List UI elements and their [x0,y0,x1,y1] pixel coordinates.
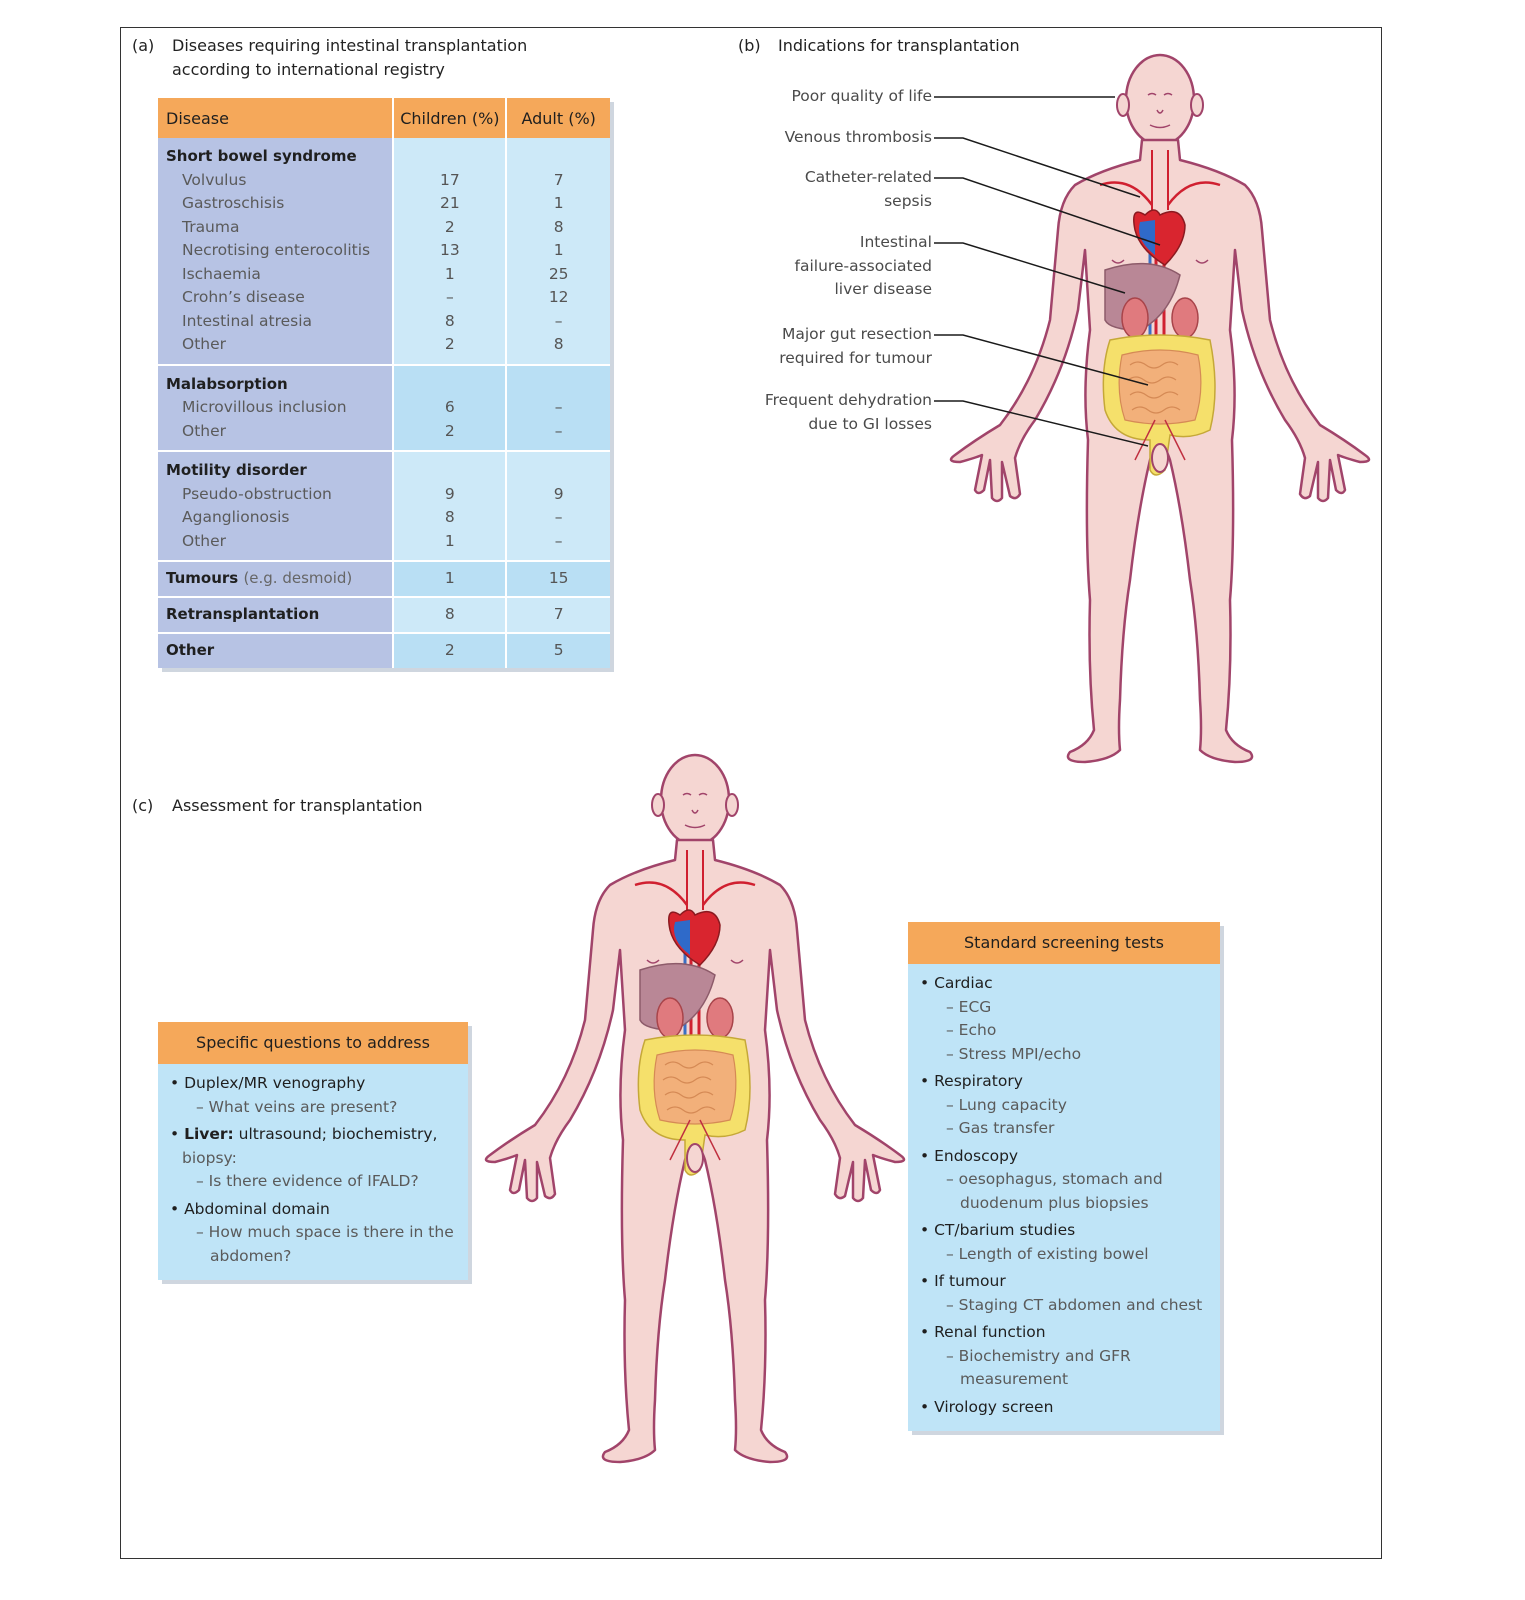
header-disease: Disease [158,98,394,138]
adult-value: 25 [548,264,569,283]
liver-cont: biopsy: [182,1148,237,1167]
children-value: 9 [444,484,455,503]
row-label: Other [182,421,227,440]
cardiac-test: – ECG [946,997,992,1016]
children-value: 8 [444,605,455,624]
cardiac-item: Cardiac [934,974,993,992]
row-label: Aganglionosis [182,508,290,526]
body-figure-c [486,755,904,1462]
children-value: 6 [444,398,455,416]
children-value: 2 [444,421,455,440]
row-label: Volvulus [182,170,247,189]
panel-a-caption-line1: Diseases requiring intestinal transplantation [172,36,528,55]
endoscopy-item: Endoscopy [934,1146,1019,1165]
label-catheter-line2: sepsis [884,191,932,210]
row-label: Gastroschisis [182,194,285,212]
tumours-label: Tumours [166,569,239,588]
adult-value: 5 [553,641,564,660]
label-dehyd-line2: due to GI losses [808,414,932,433]
label-dehydration [632,389,932,436]
endoscopy-test: – oesophagus, stomach and [946,1170,1163,1188]
children-value: 2 [444,217,455,236]
virology-item: Virology screen [934,1397,1054,1416]
row-label: Trauma [182,217,240,236]
adult-value: 7 [553,605,564,624]
group-name: Motility disorder [166,461,307,479]
label-poor-quality: Poor quality of life [791,87,932,105]
row-label: Pseudo-obstruction [182,484,332,503]
label-catheter-line1: Catheter-related [804,168,932,186]
duplex-question: – What veins are present? [196,1097,398,1116]
label-dehyd-line1: Frequent dehydration [764,391,932,409]
children-value: 21 [439,194,460,212]
label-gut-line1: Major gut resection [781,325,932,343]
adult-value: – [554,398,563,416]
tumour-item: If tumour [934,1272,1006,1290]
label-catheter-sepsis [632,166,932,213]
adult-value: 8 [553,217,564,236]
liver-question: – Is there evidence of IFALD? [196,1172,419,1190]
cardiac-test: – Stress MPI/echo [946,1044,1082,1063]
row-label: Microvillous inclusion [182,398,347,416]
adult-value: 7 [553,170,564,189]
adult-value: – [554,421,563,440]
adult-value: – [554,311,563,330]
children-value: 2 [444,335,455,353]
label-ifald-line3: liver disease [834,280,932,298]
renal-test-cont: measurement [960,1370,1069,1388]
adult-value: – [554,508,563,526]
respiratory-test: – Gas transfer [946,1119,1055,1137]
liver-label: Liver: [184,1125,234,1143]
children-value: 17 [439,170,460,189]
label-venous-thrombosis: Venous thrombosis [784,128,932,146]
screening-tests-box: Standard screening tests • Cardiac – ECG – Echo – Stress MPI/echo • Respiratory – Lung capacity – Gas transfer • Endoscopy – oesophagus, stomach and duodenum plus biopsies • CT/barium studies – Length of existing bowel • If tumour – Staging CT abdomen and chest • Renal function – Biochemistry and GFR measurement • Virology screen [908,922,1220,1431]
group-name: Short bowel syndrome [166,147,357,165]
retrans-label: Retransplantation [166,605,320,624]
children-value: 2 [444,641,455,660]
tumour-test: – Staging CT abdomen and chest [946,1295,1203,1314]
children-value: 1 [444,264,455,283]
adult-value: 12 [548,288,569,306]
children-value: 8 [444,311,455,330]
label-gut-resection [632,323,932,370]
abdominal-question: – How much space is there in the [196,1223,454,1241]
panel-c-caption-text: Assessment for transplantation [172,796,423,815]
abdominal-question-cont: abdomen? [210,1246,292,1265]
row-label: Crohn’s disease [182,288,305,306]
children-value: 1 [444,531,455,550]
adult-value: 1 [553,194,564,212]
renal-test: – Biochemistry and GFR [946,1346,1131,1365]
screening-tests-title: Standard screening tests [908,922,1220,964]
row-label: Intestinal atresia [182,311,313,330]
children-value: 13 [439,241,460,259]
group-name: Malabsorption [166,374,288,393]
row-label: Other [182,531,227,550]
panel-a-caption-line2: according to international registry [172,60,445,79]
adult-value: 9 [553,484,564,503]
row-label: Other [182,335,227,353]
respiratory-item: Respiratory [934,1072,1023,1090]
specific-questions-box: Specific questions to address • Duplex/MR venography – What veins are present? • Liver: ultrasound; biochemistry, biopsy: – Is there evidence of IFALD? • Abdominal domain – How much space is there in the abdomen? [158,1022,468,1280]
liver-item: ultrasound; biochemistry, [233,1125,438,1143]
header-children: Children (%) [394,98,507,138]
abdominal-item: Abdominal domain [184,1199,330,1218]
ct-item: CT/barium studies [934,1221,1076,1239]
body-figure-b [951,55,1369,762]
label-ifald-line2: failure-associated [794,256,932,275]
children-value: – [445,288,454,306]
renal-item: Renal function [934,1323,1046,1341]
label-gut-line2: required for tumour [779,348,932,367]
panel-c-letter: (c) [132,796,154,815]
header-adult: Adult (%) [507,98,610,138]
row-label: Ischaemia [182,264,261,283]
panel-a-letter: (a) [132,36,155,55]
ct-test: – Length of existing bowel [946,1244,1149,1263]
children-value: 8 [444,508,455,526]
panel-b-caption-text: Indications for transplantation [778,36,1020,55]
respiratory-test: – Lung capacity [946,1095,1067,1114]
panel-b-letter: (b) [738,36,761,55]
row-label: Necrotising enterocolitis [182,241,371,259]
label-ifald-line1: Intestinal [859,233,932,251]
adult-value: – [554,531,563,550]
other-label: Other [166,641,215,660]
cardiac-test: – Echo [946,1021,997,1039]
endoscopy-test-cont: duodenum plus biopsies [960,1193,1149,1212]
specific-questions-title: Specific questions to address [158,1022,468,1064]
adult-value: 15 [548,569,569,588]
duplex-item: Duplex/MR venography [184,1074,366,1092]
adult-value: 8 [553,335,564,353]
adult-value: 1 [553,241,564,259]
children-value: 1 [444,569,455,588]
label-ifald [632,231,932,302]
tumours-note: (e.g. desmoid) [243,569,353,588]
